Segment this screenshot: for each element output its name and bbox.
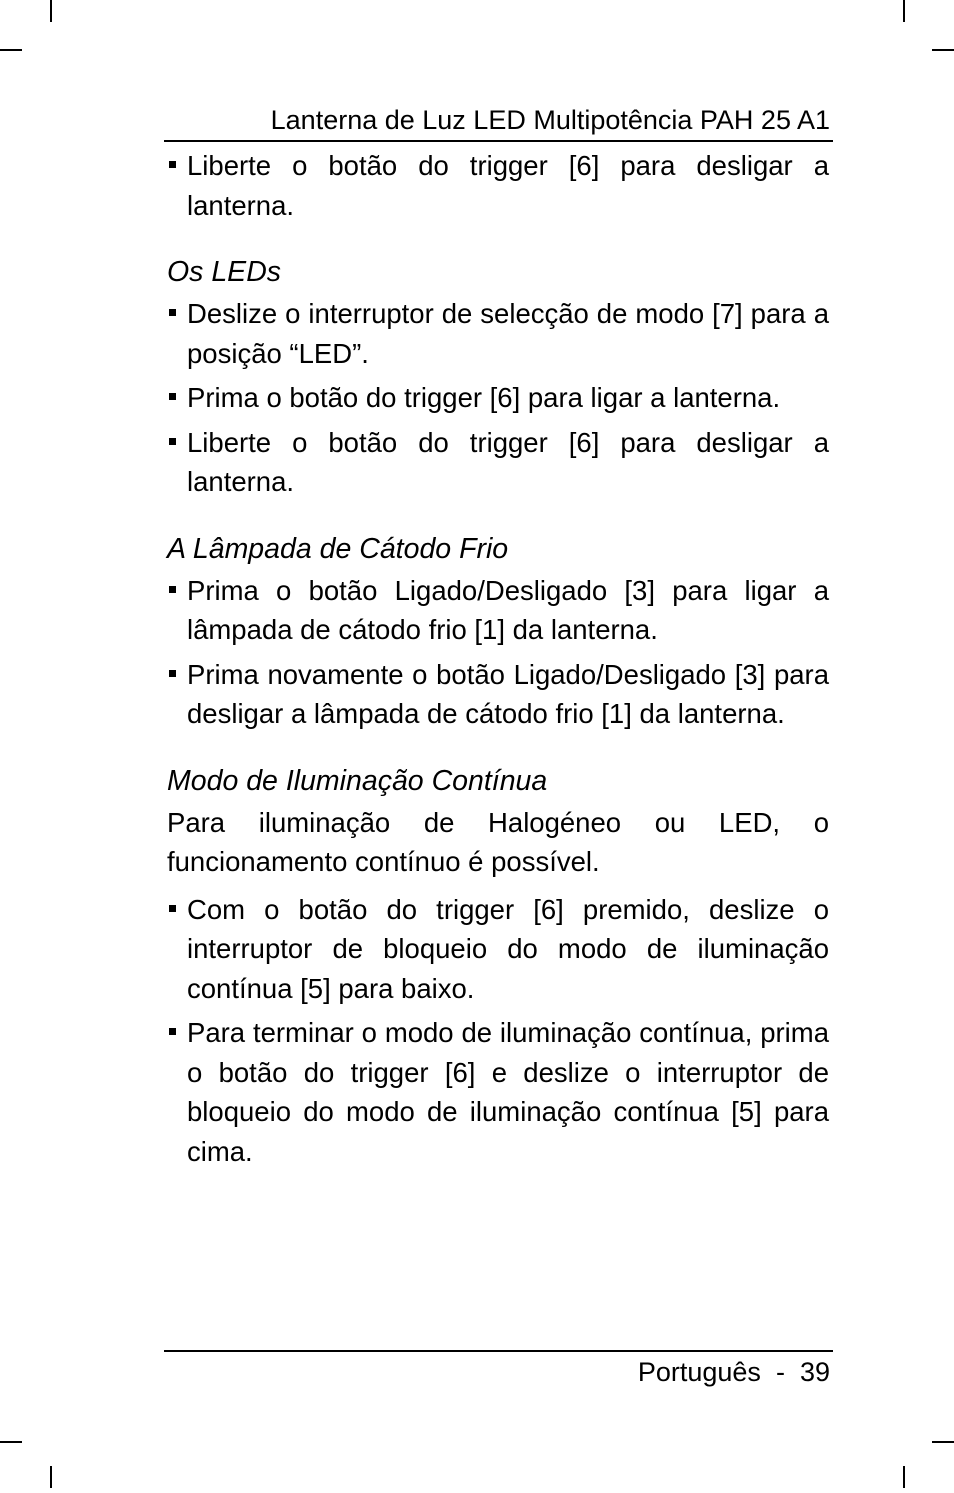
bullet-item: Liberte o botão do trigger [6] para desligar a lanterna.: [167, 146, 829, 225]
bullet-square-icon: [169, 438, 176, 445]
bullet-square-icon: [169, 393, 176, 400]
crop-mark: [903, 0, 905, 22]
page-footer: [638, 1354, 830, 1390]
crop-mark: [50, 1466, 52, 1488]
section-heading: Modo de Iluminação Contínua: [167, 764, 548, 797]
bullet-square-icon: [169, 586, 176, 593]
crop-mark: [50, 0, 52, 22]
bullet-square-icon: [169, 1028, 176, 1035]
section-heading: A Lâmpada de Cátodo Frio: [167, 532, 509, 565]
bullet-square-icon: [169, 309, 176, 316]
page-number: 39: [799, 1357, 830, 1387]
crop-mark: [0, 49, 22, 51]
body-paragraph: Para iluminação de Halogéneo ou LED, o funcionamento contínuo é possível.: [167, 806, 829, 877]
bullet-item: Com o botão do trigger [6] premido, deslize o interruptor de bloqueio do modo de iluminação contínua [5] para baixo.: [167, 890, 829, 1009]
bullet-square-icon: [169, 670, 176, 677]
crop-mark: [903, 1466, 905, 1488]
running-header-title: Lanterna de Luz LED Multipotência PAH 25 A1: [270, 105, 830, 135]
header-rule: [164, 140, 833, 142]
bullet-item: Para terminar o modo de iluminação contínua, prima o botão do trigger [6] e deslize o interruptor de bloqueio do modo de iluminação contínua [5] para cima.: [167, 1013, 829, 1171]
bullet-item: Deslize o interruptor de selecção de modo [7] para a posição “LED”.: [167, 294, 829, 373]
crop-mark: [932, 1441, 954, 1443]
bullet-item: Prima novamente o botão Ligado/Desligado [3] para desligar a lâmpada de cátodo frio [1] da lanterna.: [167, 655, 829, 734]
section-heading: Os LEDs: [167, 256, 282, 288]
bullet-item: Prima o botão do trigger [6] para ligar a lanterna.: [167, 378, 829, 418]
footer-language: Português: [637, 1357, 761, 1387]
bullet-item: Liberte o botão do trigger [6] para desligar a lanterna.: [167, 423, 829, 502]
bullet-square-icon: [169, 161, 176, 168]
footer-separator: -: [775, 1357, 785, 1387]
page-content: [167, 146, 829, 1176]
footer-rule: [164, 1350, 833, 1352]
bullet-item: Prima o botão Ligado/Desligado [3] para ligar a lâmpada de cátodo frio [1] da lanterna.: [167, 571, 829, 650]
crop-mark: [0, 1441, 22, 1443]
crop-mark: [932, 49, 954, 51]
bullet-square-icon: [169, 905, 176, 912]
